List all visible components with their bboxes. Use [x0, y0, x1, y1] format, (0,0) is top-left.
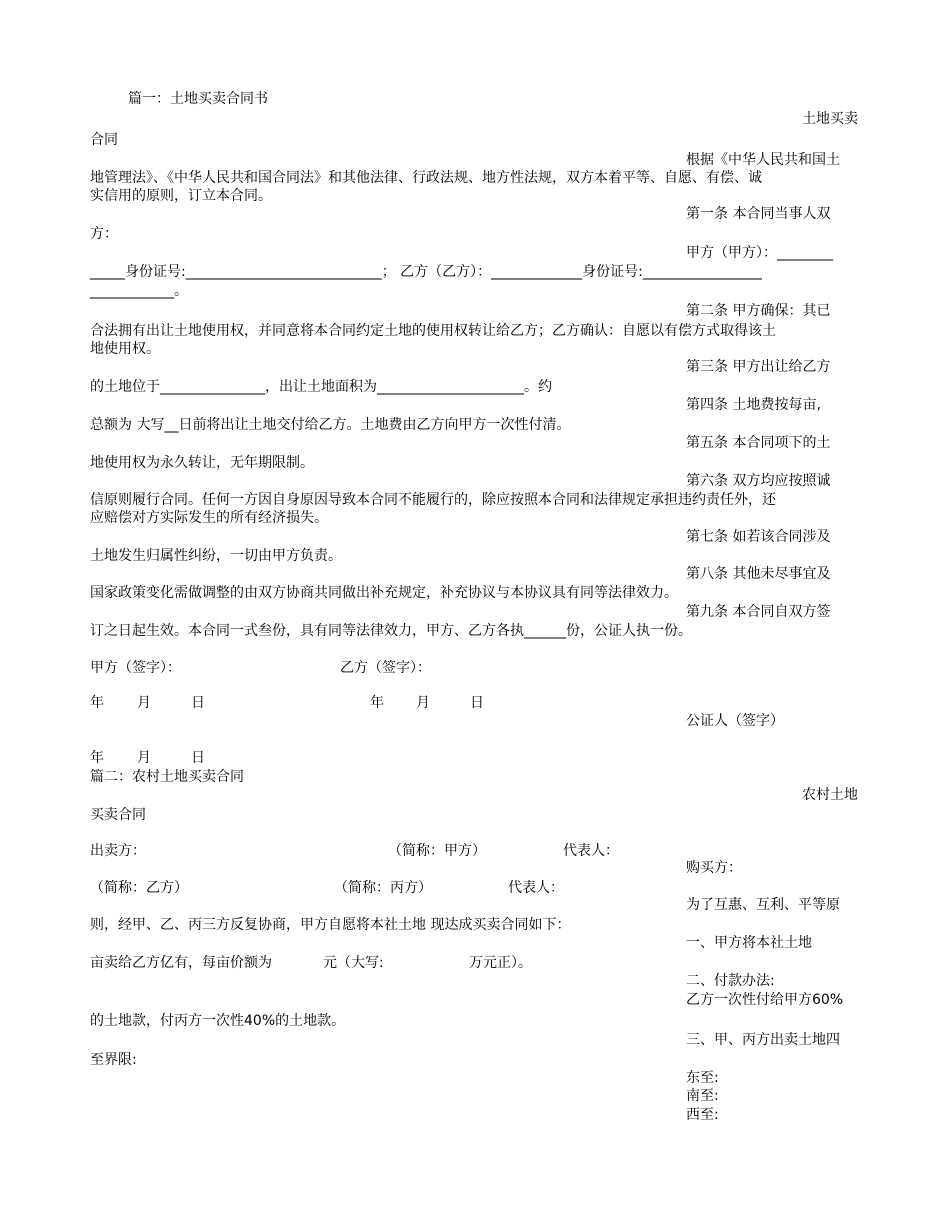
section2-title-part2: 买卖合同: [90, 807, 146, 823]
clause2-line3: 的土地款，付丙方一次性40%的土地款。: [90, 1013, 346, 1029]
article6-line1: 第六条 双方均应按照诚: [686, 473, 831, 489]
boundary-east: 东至:: [686, 1070, 719, 1086]
section2-title-part1: 农村土地: [802, 787, 858, 803]
buyer-abbr: （简称：乙方）: [90, 880, 188, 896]
clause1-line2-part3: 万元正）。: [469, 955, 532, 971]
date-notary-day: 日: [191, 750, 205, 766]
clause3-line2: 至界限:: [90, 1052, 137, 1068]
id-number-line: _____身份证号:____________________________； 乙方（乙方）：_____________身份证号:_________________: [90, 264, 762, 280]
date-a-year: 年: [90, 695, 104, 711]
article8-line2: 国家政策变化需做调整的由双方协商共同做出补充规定，补充协议与本协议具有同等法律效力。: [90, 585, 678, 601]
id-number-line-end: ____________。: [90, 283, 188, 299]
intro-line1: 为了互惠、互利、平等原: [686, 897, 840, 913]
clause2-line2: 乙方一次性付给甲方60%: [686, 992, 844, 1008]
date-a-month: 月: [137, 695, 151, 711]
section1-title-part1: 土地买卖: [802, 111, 858, 127]
article1-line1: 第一条 本合同当事人双: [686, 206, 831, 222]
clause1-line1: 一、甲方将本社土地: [686, 935, 812, 951]
date-b-day: 日: [470, 695, 484, 711]
article2-line3: 地使用权。: [90, 341, 160, 357]
article1-line2: 方：: [90, 226, 118, 242]
article6-line3: 应赔偿对方实际发生的所有经济损失。: [90, 510, 328, 526]
boundary-south: 南至:: [686, 1088, 719, 1104]
third-party-abbr: （简称：丙方）: [334, 880, 432, 896]
buyer-label: 购买方：: [686, 860, 742, 876]
preamble-line3: 实信用的原则，订立本合同。: [90, 188, 272, 204]
signature-party-b: 乙方（签字）：: [340, 660, 431, 676]
date-b-month: 月: [416, 695, 430, 711]
article3-line1: 第三条 甲方出让给乙方: [686, 359, 831, 375]
clause3-line1: 三、甲、丙方出卖土地四: [686, 1032, 840, 1048]
article4-line2: 总额为 大写__日前将出让土地交付给乙方。土地费由乙方向甲方一次性付清。: [90, 417, 571, 433]
third-party-representative: 代表人：: [508, 880, 564, 896]
article2-line2: 合法拥有出让土地使用权，并同意将本合同约定土地的使用权转让给乙方；乙方确认：自愿以有偿方式取得该土: [90, 323, 776, 339]
signature-party-a: 甲方（签字）：: [90, 660, 181, 676]
seller-representative: 代表人：: [563, 843, 619, 859]
preamble-line2: 地管理法》、《中华人民共和国合同法》和其他法律、行政法规、地方性法规，双方本着平等、自愿、有偿、诚: [90, 170, 762, 186]
date-notary-year: 年: [90, 750, 104, 766]
date-a-day: 日: [191, 695, 205, 711]
clause1-line2-part1: 亩卖给乙方亿有，每亩价额为: [90, 955, 272, 971]
section1-title-part2: 合同: [90, 132, 118, 148]
article7-line1: 第七条 如若该合同涉及: [686, 529, 831, 545]
article2-line1: 第二条 甲方确保：其已: [686, 303, 831, 319]
party-a-line: 甲方（甲方）：________: [686, 245, 833, 261]
article3-line2: 的土地位于_______________，出让土地面积为_____________________。约: [90, 379, 552, 395]
date-b-year: 年: [370, 695, 384, 711]
article8-line1: 第八条 其他未尽事宜及: [686, 566, 831, 582]
section2-heading: 篇二：农村土地买卖合同: [90, 769, 244, 785]
intro-line2: 则，经甲、乙、丙三方反复协商，甲方自愿将本社土地 现达成买卖合同如下：: [90, 917, 571, 933]
article9-line1: 第九条 本合同自双方签: [686, 604, 831, 620]
clause1-line2-part2: 元（大写:: [323, 955, 384, 971]
article6-line2: 信原则履行合同。任何一方因自身原因导致本合同不能履行的，除应按照本合同和法律规定承担违约责任外，还: [90, 492, 776, 508]
article7-line2: 土地发生归属性纠纷，一切由甲方负责。: [90, 548, 342, 564]
boundary-west: 西至:: [686, 1107, 719, 1123]
article4-line1: 第四条 土地费按每亩,: [686, 397, 821, 413]
section1-heading: 篇一：土地买卖合同书: [128, 91, 268, 107]
notary-signature: 公证人（签字）: [686, 713, 784, 729]
seller-label: 出卖方：: [90, 843, 146, 859]
date-notary-month: 月: [137, 750, 151, 766]
seller-abbr: （简称：甲方）: [388, 843, 486, 859]
preamble-line1: 根据《中华人民共和国土: [686, 152, 840, 168]
article5-line2: 地使用权为永久转让，无年期限制。: [90, 455, 314, 471]
article9-line2: 订之日起生效。本合同一式叁份，具有同等法律效力，甲方、乙方各执______份，公证人执一份。: [90, 623, 692, 639]
clause2-line1: 二、付款办法:: [686, 973, 775, 989]
article5-line1: 第五条 本合同项下的土: [686, 435, 831, 451]
